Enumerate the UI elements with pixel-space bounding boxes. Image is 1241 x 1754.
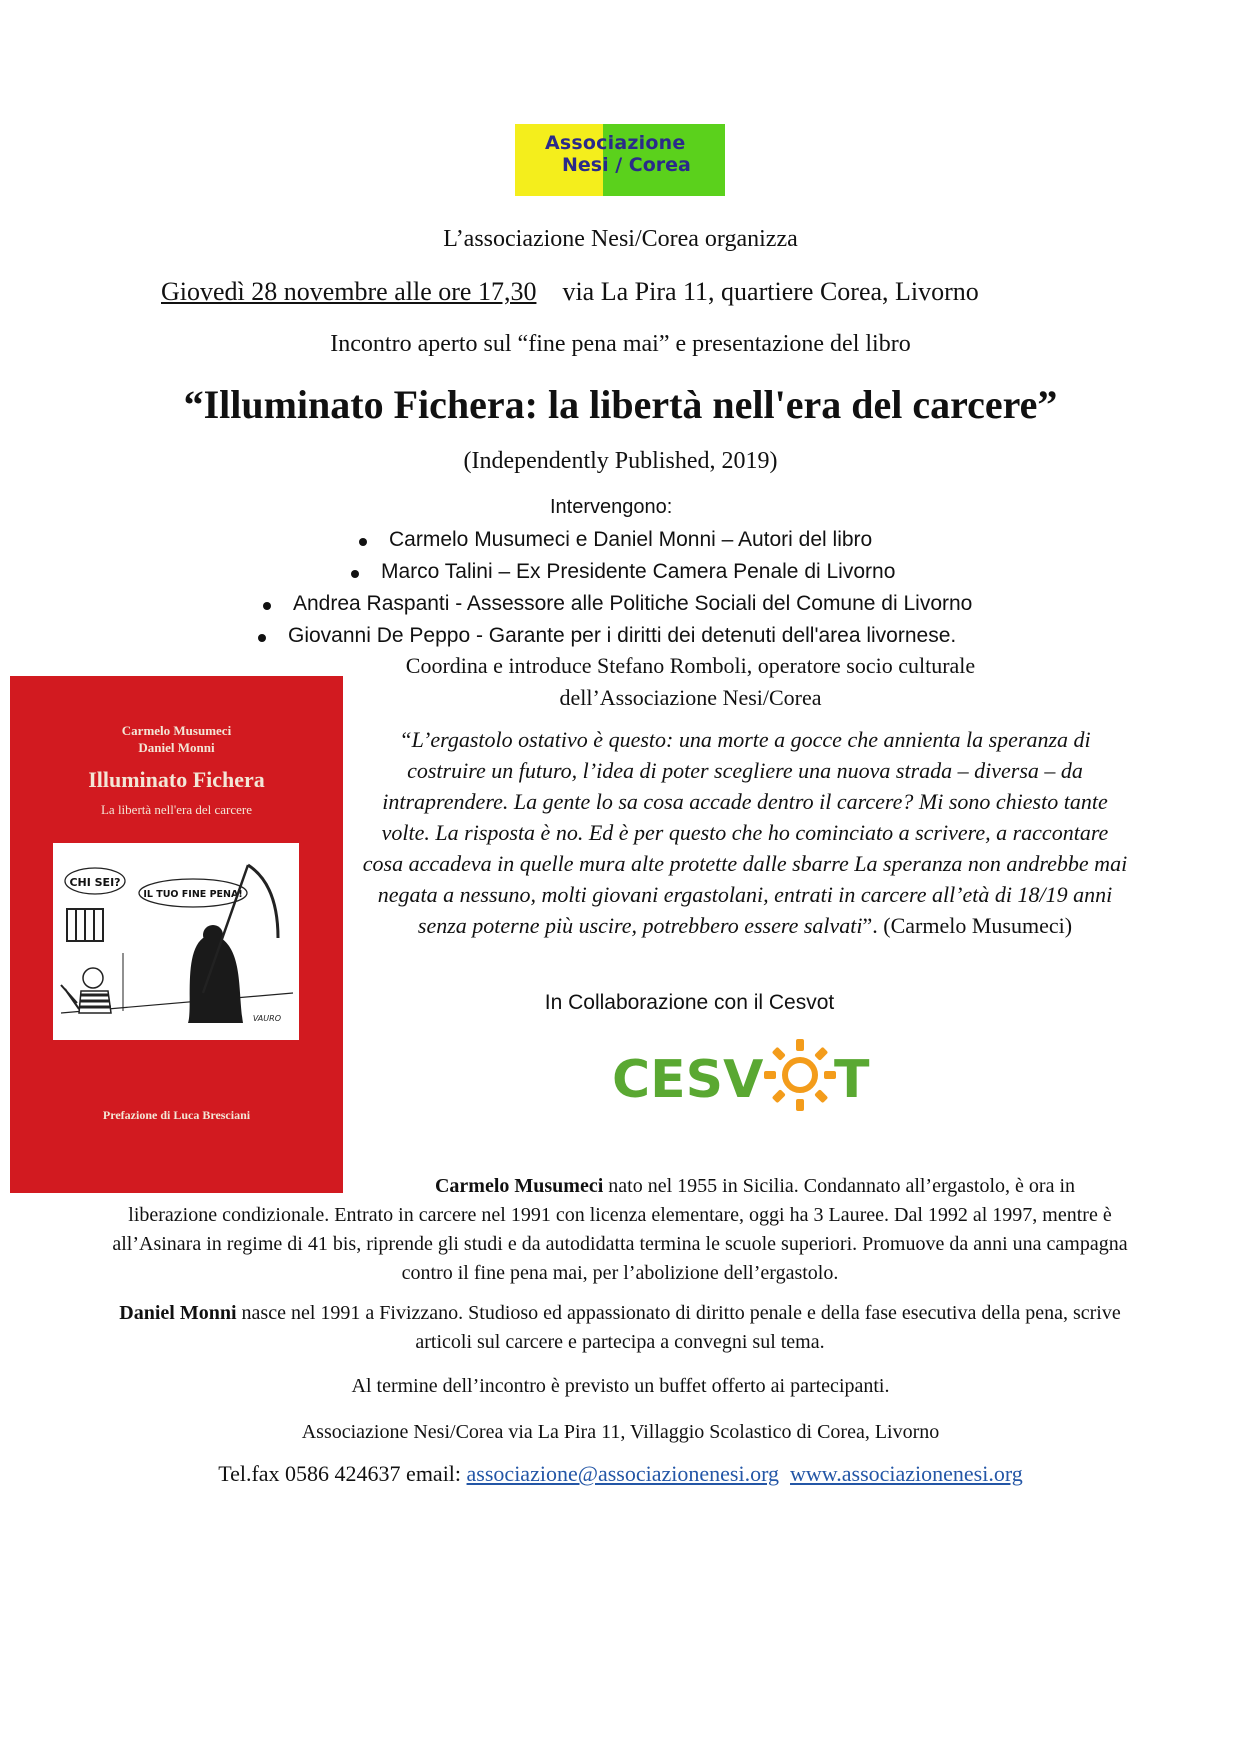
bullet-icon bbox=[351, 570, 359, 578]
speaker-item: Marco Talini – Ex Presidente Camera Penale di Livorno bbox=[381, 560, 895, 584]
coordinator-line-1: Coordina e introduce Stefano Romboli, operatore socio culturale bbox=[405, 653, 976, 678]
contacts-line bbox=[0, 1461, 1241, 1487]
book-cover bbox=[10, 676, 343, 1193]
cesvot-logo bbox=[612, 1035, 872, 1115]
cover-author-2: Daniel Monni bbox=[138, 740, 215, 755]
logo-line-1: Associazione bbox=[545, 132, 686, 154]
collaboration-line: In Collaborazione con il Cesvot bbox=[544, 991, 835, 1014]
bio-musumeci-name: Carmelo Musumeci bbox=[434, 1175, 604, 1197]
bio-monni bbox=[110, 1299, 1130, 1357]
meeting-description: Incontro aperto sul “fine pena mai” e presentazione del libro bbox=[330, 331, 911, 357]
speaker-item: Andrea Raspanti - Assessore alle Politiche Sociali del Comune di Livorno bbox=[293, 592, 972, 616]
event-date-time: Giovedì 28 novembre alle ore 17,30 bbox=[161, 277, 537, 306]
association-logo bbox=[515, 124, 725, 196]
bubble-1-text: CHI SEI? bbox=[69, 876, 121, 889]
bio-monni-name: Daniel Monni bbox=[119, 1302, 237, 1324]
speaker-item: Giovanni De Peppo - Garante per i diritti dei detenuti dell'area livornese. bbox=[288, 624, 956, 648]
cover-subtitle: La libertà nell'era del carcere bbox=[100, 802, 252, 817]
website-link[interactable]: www.associazionenesi.org bbox=[790, 1461, 1023, 1486]
event-place: via La Pira 11, quartiere Corea, Livorno bbox=[562, 277, 979, 306]
bio-musumeci-text-rest: liberazione condizionale. Entrato in carcere nel 1991 con licenza elementare, oggi ha 3 Lauree. Dal 1992 al 1997, mentre è all’Asinara in regime di 41 bis, riprende gli studi e da autodidatta termina le scuole superiori. Promuove da anni una campagna contro il fine pena mai, per l’abolizione dell’ergastolo. bbox=[112, 1204, 1128, 1284]
book-title: “Illuminato Fichera: la libertà nell'era del carcere” bbox=[183, 382, 1058, 427]
phone-fax: Tel.fax 0586 424637 email: bbox=[218, 1461, 467, 1486]
cover-author-1: Carmelo Musumeci bbox=[121, 723, 232, 738]
bubble-2-text: IL TUO FINE PENA! bbox=[143, 889, 243, 900]
cartoon-signature: VAURO bbox=[252, 1014, 281, 1023]
cesvot-logo-right-text: T bbox=[834, 1050, 870, 1110]
speaker-item: Carmelo Musumeci e Daniel Monni – Autori del libro bbox=[389, 528, 872, 552]
bio-musumeci-text-first: nato nel 1955 in Sicilia. Condannato all’ergastolo, è ora in bbox=[603, 1175, 1076, 1197]
book-publisher: (Independently Published, 2019) bbox=[463, 448, 778, 474]
association-address: Associazione Nesi/Corea via La Pira 11, Villaggio Scolastico di Corea, Livorno bbox=[301, 1421, 940, 1443]
logo-line-2: Nesi / Corea bbox=[562, 154, 691, 176]
cesvot-logo-left-text: CESV bbox=[612, 1050, 764, 1110]
bio-musumeci bbox=[110, 1172, 1130, 1288]
sun-icon bbox=[764, 1039, 836, 1111]
email-link[interactable]: associazione@associazionenesi.org bbox=[466, 1461, 780, 1486]
organizer-line: L’associazione Nesi/Corea organizza bbox=[443, 226, 798, 252]
quote-attribution: ”. (Carmelo Musumeci) bbox=[862, 913, 1073, 938]
buffet-note: Al termine dell’incontro è previsto un buffet offerto ai partecipanti. bbox=[351, 1375, 890, 1397]
bullet-icon bbox=[263, 602, 271, 610]
cover-preface: Prefazione di Luca Bresciani bbox=[102, 1108, 251, 1122]
event-dateline bbox=[161, 277, 979, 307]
coordinator-line-2: dell’Associazione Nesi/Corea bbox=[559, 685, 822, 710]
bullet-icon bbox=[258, 634, 266, 642]
bio-monni-text: nasce nel 1991 a Fivizzano. Studioso ed appassionato di diritto penale e della fase esecutiva della pena, scrive articoli sul carcere e partecipa a convegni sul tema. bbox=[236, 1302, 1121, 1353]
bullet-icon bbox=[359, 538, 367, 546]
quote-block bbox=[360, 724, 1130, 941]
cover-title: Illuminato Fichera bbox=[88, 767, 265, 792]
quote-text: “L’ergastolo ostativo è questo: una morte a gocce che annienta la speranza di costruire un futuro, l’idea di poter scegliere una nuova strada – diversa – da intraprendere. La gente lo sa cosa accade dentro il carcere? Mi sono chiesto tante volte. La risposta è no. Ed è per questo che ho cominciato a scrivere, a raccontare cosa accadeva in quelle mura alte protette dalle sbarre La speranza non andrebbe mai negata a nessuno, molti giovani ergastolani, entrati in carcere all’età di 18/19 anni senza poterne più uscire, potrebbero essere salvati bbox=[362, 727, 1128, 938]
speakers-heading: Intervengono: bbox=[550, 496, 673, 518]
